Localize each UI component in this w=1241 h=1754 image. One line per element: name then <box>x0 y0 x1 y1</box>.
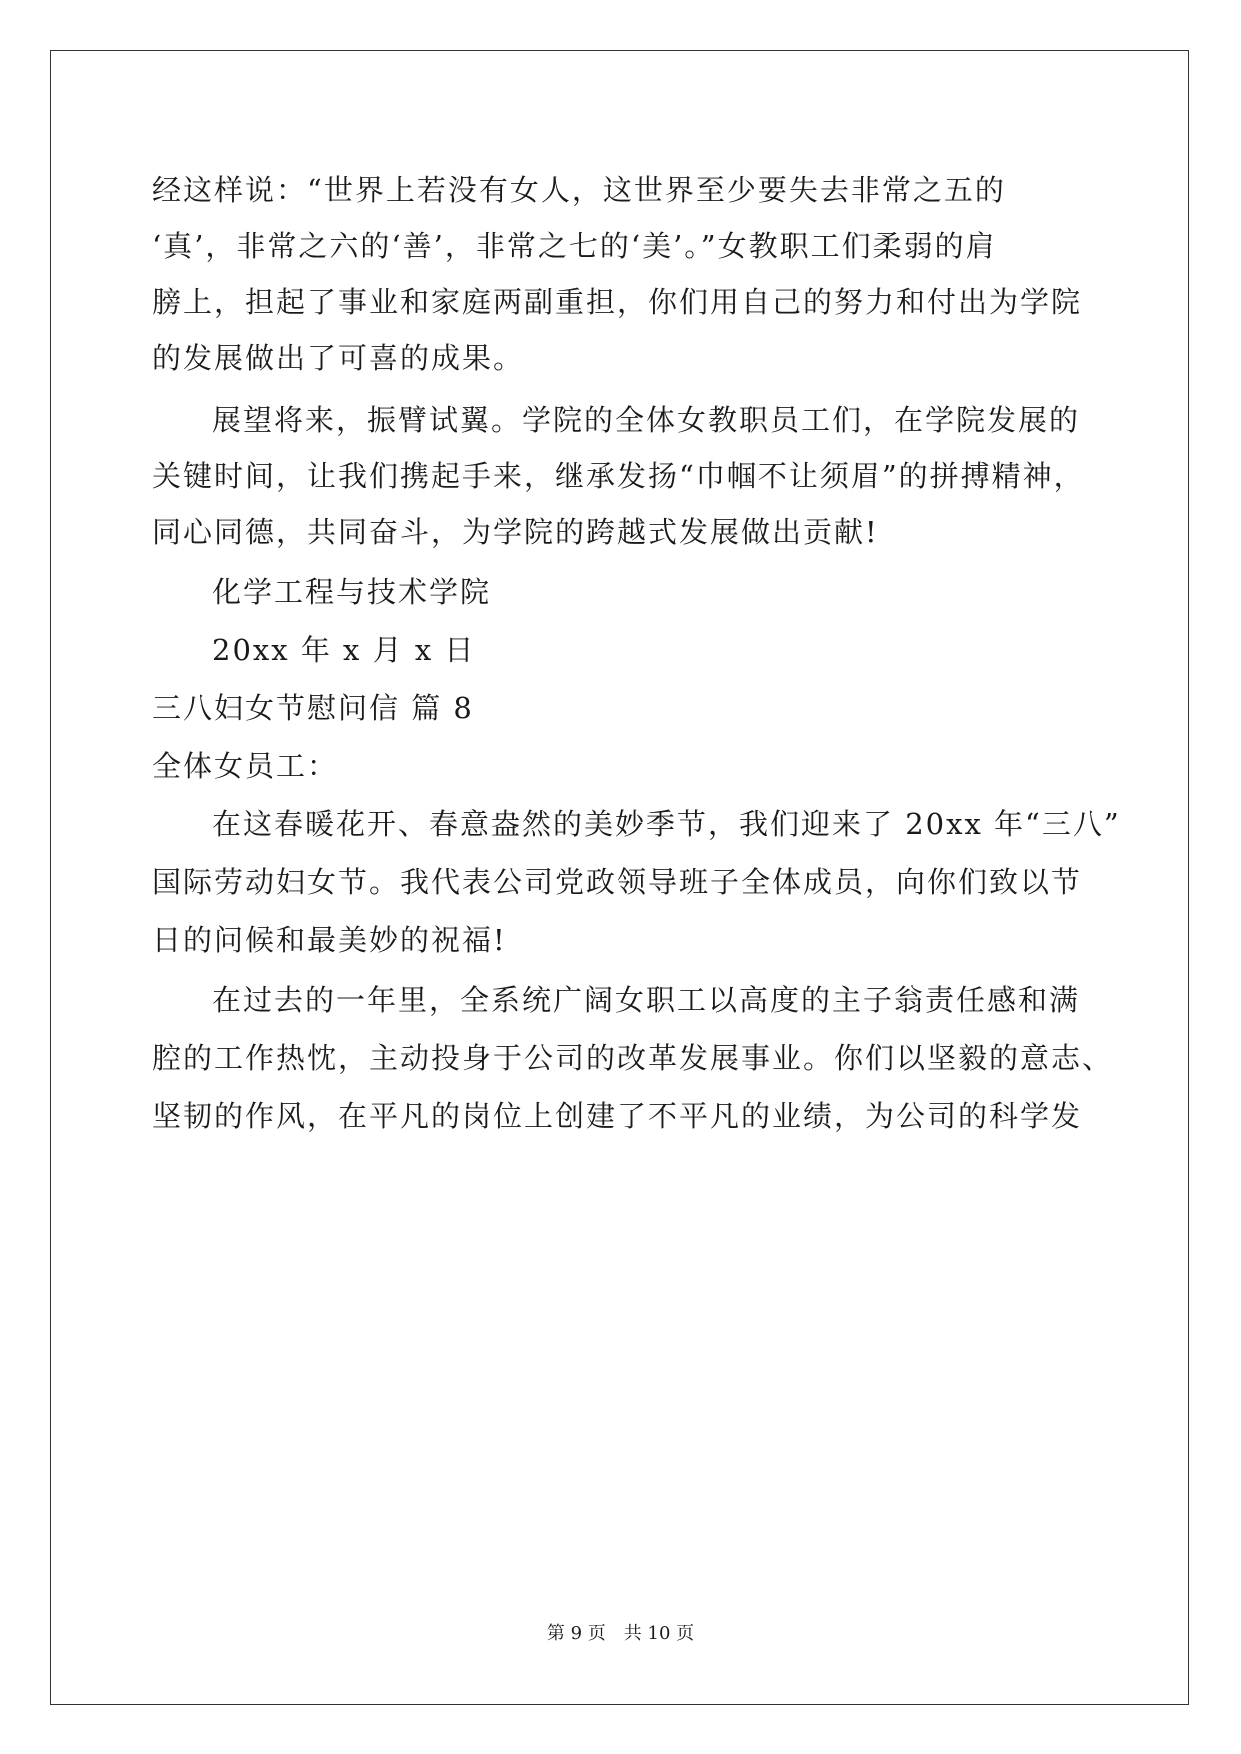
page-total: 共 10 页 <box>623 1623 695 1644</box>
text-line: 国际劳动妇女节。我代表公司党政领导班子全体成员，向你们致以节 <box>152 865 1083 899</box>
paragraph-start-line: 展望将来，振臂试翼。学院的全体女教职员工们，在学院发展的 <box>212 403 1081 437</box>
section-heading: 三八妇女节慰问信 篇 8 <box>152 691 474 725</box>
text-line: 日的问候和最美妙的祝福! <box>152 923 507 957</box>
text-line: 经这样说：“世界上若没有女人，这世界至少要失去非常之五的 <box>152 173 1006 207</box>
letter-salutation: 全体女员工： <box>152 749 339 783</box>
text-line: 同心同德，共同奋斗，为学院的跨越式发展做出贡献! <box>152 515 879 549</box>
page-footer <box>0 1622 1241 1646</box>
text-line: 膀上，担起了事业和家庭两副重担，你们用自己的努力和付出为学院 <box>152 285 1083 319</box>
paragraph-start-line: 在过去的一年里，全系统广阔女职工以高度的主子翁责任感和满 <box>212 983 1081 1017</box>
text-line: ‘真’，非常之六的‘善’，非常之七的‘美’。”女教职工们柔弱的肩 <box>152 229 997 263</box>
paragraph-start-line: 在这春暖花开、春意盎然的美妙季节，我们迎来了 20xx 年“三八” <box>212 807 1121 841</box>
text-line: 的发展做出了可喜的成果。 <box>152 341 525 375</box>
text-line: 腔的工作热忱，主动投身于公司的改革发展事业。你们以坚毅的意志、 <box>152 1041 1114 1075</box>
text-line: 坚韧的作风，在平凡的岗位上创建了不平凡的业绩，为公司的科学发 <box>152 1099 1083 1133</box>
signature-organization: 化学工程与技术学院 <box>212 575 492 609</box>
signature-date: 20xx 年 x 月 x 日 <box>212 633 476 667</box>
text-line: 关键时间，让我们携起手来，继承发扬“巾帼不让须眉”的拼搏精神， <box>152 459 1085 493</box>
page-number: 第 9 页 <box>546 1623 606 1644</box>
